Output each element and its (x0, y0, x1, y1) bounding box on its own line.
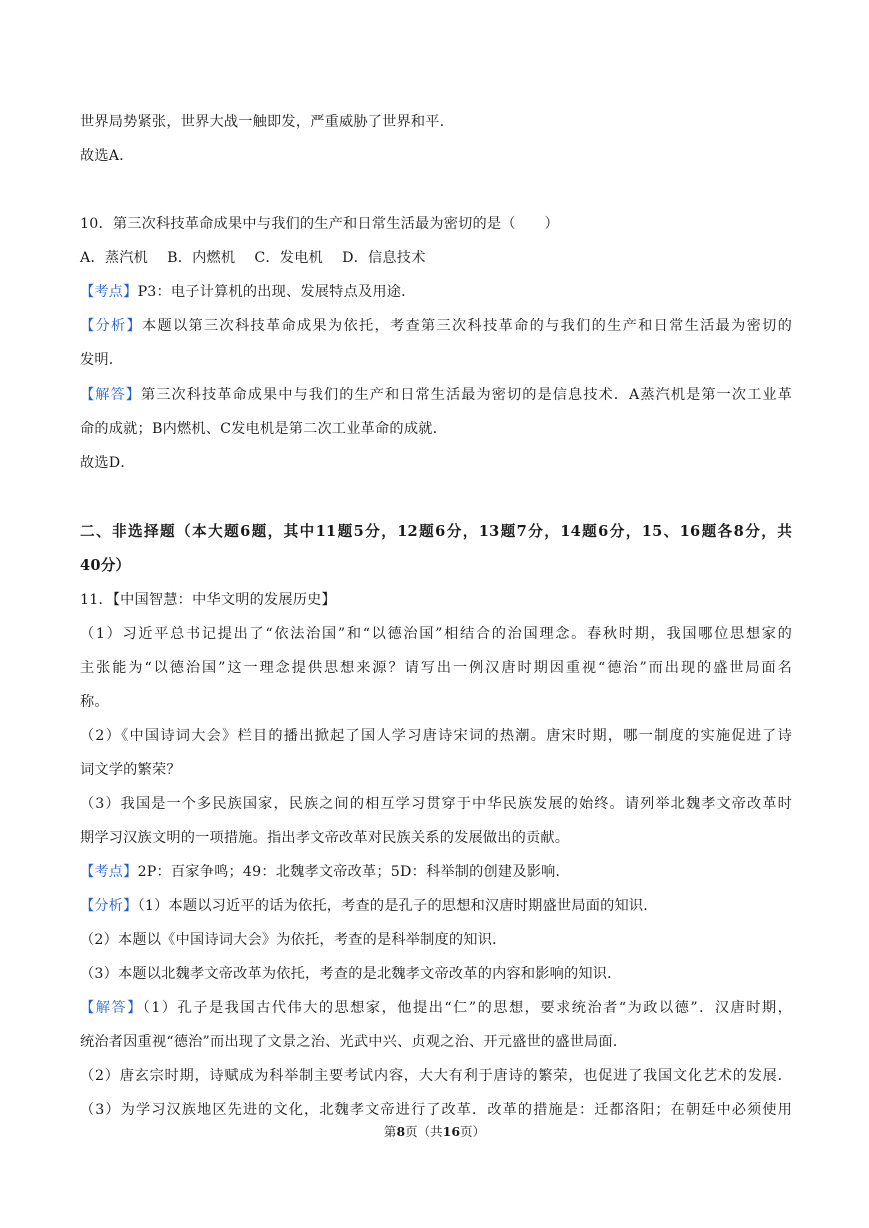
footer-total-pages: 16 (442, 1124, 461, 1139)
text-line: （3）本题以北魏孝文帝改革为依托，考查的是北魏孝文帝改革的内容和影响的知识． (80, 966, 622, 982)
kaodian-tag: 【考点】 (80, 284, 138, 300)
text-line: 发明． (80, 352, 124, 368)
q10-kaodian (80, 282, 792, 302)
answer-line: 故选A． (80, 148, 134, 164)
text-line: 称。 (80, 694, 109, 710)
footer-suffix: 页） (460, 1124, 486, 1139)
fenxi-text: 本题以第三次科技革命成果为依托，考查第三次科技革命的与我们的生产和日常生活最为密切的 (142, 318, 792, 334)
question-11-part3: （3）我国是一个多民族国家，民族之间的相互学习贯穿于中华民族发展的始终。请列举北魏孝文帝改革时 (80, 796, 792, 812)
text-line: 命的成就；B内燃机、C发电机是第二次工业革命的成就． (80, 421, 447, 437)
question-11-title: 11．【中国智慧：中华文明的发展历史】 (80, 592, 336, 608)
section-heading-cont: 40分） (80, 557, 131, 574)
text-line: （2）唐玄宗时期，诗赋成为科举制主要考试内容，大大有利于唐诗的繁荣，也促进了我国文化艺术的发展． (80, 1068, 792, 1084)
text-line: 词文学的繁荣？ (80, 762, 181, 778)
fenxi-tag: 【分析】 (80, 318, 143, 334)
kaodian-tag: 【考点】 (80, 864, 138, 880)
text-line: 统治者因重视“德治”而出现了文景之治、光武中兴、贞观之治、开元盛世的盛世局面． (80, 1034, 628, 1050)
jieda-tag: 【解答】 (80, 387, 142, 403)
jieda-tag: 【解答】 (80, 1000, 143, 1016)
q11-fenxi (80, 896, 792, 916)
text-line: 世界局势紧张，世界大战一触即发，严重威胁了世界和平． (80, 114, 455, 130)
text-line: （2）本题以《中国诗词大会》为依托，考查的是科举制度的知识． (80, 932, 507, 948)
kaodian-text: P3：电子计算机的出现、发展特点及用途． (137, 284, 416, 300)
jieda-text: 第三次科技革命成果中与我们的生产和日常生活最为密切的是信息技术．A蒸汽机是第一次工业革 (141, 387, 792, 403)
q10-jieda (80, 385, 792, 405)
question-10-options: A．蒸汽机 B．内燃机 C．发电机 D．信息技术 (80, 250, 426, 266)
footer-middle: 页（共 (405, 1124, 443, 1139)
answer-line: 故选D． (80, 455, 135, 471)
kaodian-text: 2P：百家争鸣；49：北魏孝文帝改革；5D：科举制的创建及影响． (137, 864, 570, 880)
fenxi-tag: 【分析】 (80, 898, 138, 914)
q11-kaodian (80, 862, 792, 882)
q11-jieda (80, 998, 792, 1018)
footer-prefix: 第 (383, 1124, 397, 1139)
text-line: 期学习汉族文明的一项措施。指出孝文帝改革对民族关系的发展做出的贡献。 (80, 830, 570, 846)
question-10: 10．第三次科技革命成果中与我们的生产和日常生活最为密切的是（ ） (80, 216, 559, 232)
question-11-part1: （1）习近平总书记提出了“依法治国”和“以德治国”相结合的治国理念。春秋时期，我国哪位思想家的 (80, 626, 792, 642)
text-line: 主张能为“以德治国”这一理念提供思想来源？请写出一例汉唐时期因重视“德治”而出现的盛世局面名 (80, 660, 792, 676)
question-11-part2: （2）《中国诗词大会》栏目的播出掀起了国人学习唐诗宋词的热潮。唐宋时期，哪一制度的实施促进了诗 (80, 728, 792, 744)
page-footer (0, 1124, 869, 1140)
jieda-text: （1）孔子是我国古代伟大的思想家，他提出“仁”的思想，要求统治者“为政以德”．汉唐时期， (142, 1000, 792, 1016)
q10-fenxi (80, 316, 792, 336)
fenxi-text: （1）本题以习近平的话为依托，考查的是孔子的思想和汉唐时期盛世局面的知识． (137, 898, 658, 914)
text-line: （3）为学习汉族地区先进的文化，北魏孝文帝进行了改革．改革的措施是：迁都洛阳；在朝廷中必须使用 (80, 1102, 792, 1118)
footer-page-number: 8 (396, 1124, 406, 1139)
section-heading: 二、非选择题（本大题6题，其中11题5分，12题6分，13题7分，14题6分，15、16题各8分，共 (80, 523, 792, 540)
